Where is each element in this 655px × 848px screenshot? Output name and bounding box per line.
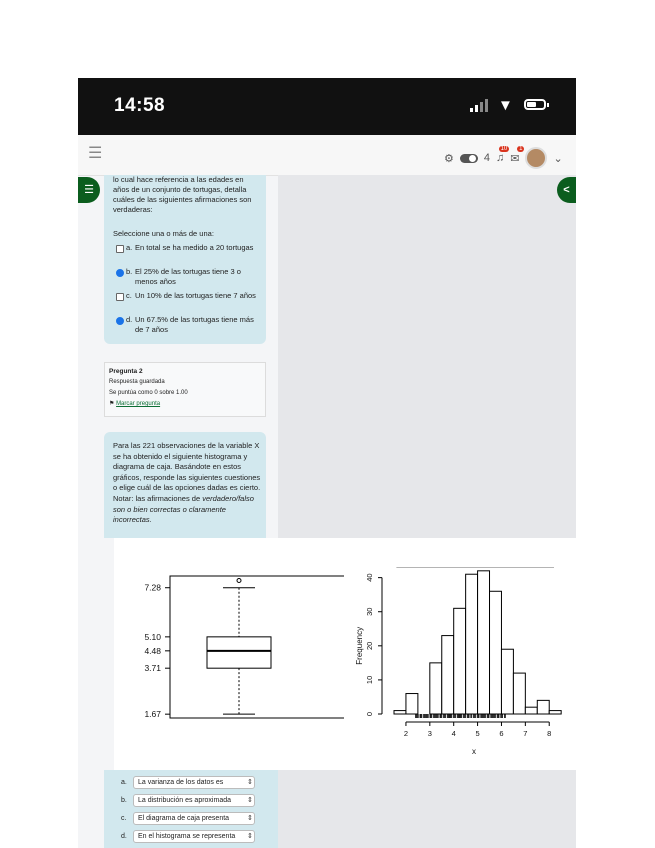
- y-tick-label: 1.67: [144, 709, 161, 720]
- answer-letter: b.: [121, 797, 127, 804]
- answer-select-b[interactable]: [133, 794, 255, 807]
- question2-italic-text: verdadero/falso son o bien correctas o claramente incorrectas.: [113, 493, 254, 525]
- select-arrow-icon: ⇕: [247, 815, 253, 822]
- select-value: La distribución es aproximada: [138, 797, 231, 804]
- figure-panel: [114, 538, 576, 770]
- x-tick-label: 4: [451, 729, 456, 738]
- histogram-bar: [430, 663, 442, 714]
- y-tick-label: 30: [365, 607, 374, 616]
- outlier-point: [237, 579, 241, 583]
- answer-letter: c.: [121, 815, 127, 822]
- list-icon: ☰: [84, 184, 94, 196]
- select-prompt: Seleccione una o más de una:: [113, 229, 214, 238]
- histogram-bar: [466, 574, 478, 714]
- x-tick-label: 8: [547, 729, 552, 738]
- bell-icon[interactable]: ♫ 10: [496, 146, 508, 164]
- answer-select-c[interactable]: [133, 812, 255, 825]
- select-arrow-icon: ⇕: [247, 833, 253, 840]
- boxplot-chart: [114, 538, 344, 770]
- y-tick-label: 3.71: [144, 663, 161, 674]
- accessibility-icon[interactable]: ⚙: [444, 152, 454, 165]
- chevron-down-icon[interactable]: ⌄: [553, 152, 563, 165]
- checkbox[interactable]: [116, 245, 124, 253]
- course-index-button[interactable]: [78, 177, 100, 203]
- option-text: En total se ha medido a 20 tortugas: [135, 243, 254, 252]
- chevron-left-icon: <: [563, 184, 570, 196]
- question-state: Respuesta guardada: [109, 379, 165, 385]
- flag-question-link[interactable]: Marcar pregunta: [116, 401, 161, 407]
- question2-text: Para las 221 observaciones de la variable X se ha obtenido el siguiente histograma y diagrama de caja. Basándote en estos gráficos, responde las siguientes cuestiones o elige cuál de las opciones dadas es cierto. Notar: las afirmaciones de: [113, 441, 261, 503]
- checkbox-checked[interactable]: [116, 269, 124, 277]
- status-bar: [78, 78, 576, 135]
- y-tick-label: 40: [365, 573, 374, 582]
- answer-row-a: [104, 776, 278, 790]
- histogram-bar: [501, 649, 513, 714]
- status-time: 14:58: [114, 95, 166, 116]
- histogram-bar: [490, 591, 502, 714]
- select-arrow-icon: ⇕: [247, 797, 253, 804]
- checkbox-checked[interactable]: [116, 317, 124, 325]
- counter-value: 4: [483, 152, 490, 164]
- question2-info-box: [104, 362, 266, 417]
- histogram-bar: [549, 711, 561, 714]
- option-letter: a.: [126, 243, 133, 252]
- y-tick-label: 7.28: [144, 582, 161, 593]
- y-tick-label: 10: [365, 675, 374, 685]
- question-side-panel: [278, 175, 576, 538]
- menu-icon[interactable]: ☰: [88, 145, 103, 162]
- question-number: Pregunta 2: [109, 368, 143, 375]
- option-letter: c.: [126, 291, 132, 300]
- wifi-icon: ▼: [498, 97, 513, 114]
- histogram-bar: [394, 711, 406, 714]
- message-badge: 1: [519, 145, 523, 152]
- x-tick-label: 7: [523, 729, 528, 738]
- notification-badge: 10: [500, 146, 508, 152]
- answer-select-a[interactable]: [133, 776, 255, 789]
- iqr-box: [207, 637, 271, 668]
- option-letter: b.: [126, 267, 133, 276]
- histogram-bar: [525, 707, 537, 714]
- drawer-toggle-button[interactable]: [557, 177, 576, 203]
- histogram-bar: [537, 700, 549, 714]
- x-tick-label: 2: [403, 729, 409, 738]
- histogram-bar: [454, 608, 466, 714]
- option-text: El 25% de las tortugas tiene 3 o menos años: [135, 267, 241, 286]
- select-arrow-icon: ⇕: [247, 779, 253, 786]
- answer-letter: d.: [121, 833, 127, 840]
- flag-icon: ⚑: [109, 401, 115, 407]
- battery-icon: [524, 99, 546, 110]
- option-text: Un 67.5% de las tortugas tiene más de 7 años: [135, 315, 254, 334]
- answers-side-panel: [278, 770, 576, 848]
- x-tick-label: 6: [499, 729, 504, 738]
- answer-row-b: [104, 794, 278, 808]
- avatar[interactable]: [525, 147, 547, 169]
- question-score: Se puntúa como 0 sobre 1.00: [109, 390, 188, 396]
- y-tick-label: 4.48: [144, 645, 161, 656]
- checkbox[interactable]: [116, 293, 124, 301]
- y-tick-label: 20: [365, 641, 374, 650]
- y-tick-label: 0: [365, 711, 374, 717]
- select-value: El diagrama de caja presenta: [138, 815, 230, 822]
- x-tick-label: 5: [475, 729, 480, 738]
- edit-mode-toggle[interactable]: [460, 154, 478, 163]
- answer-row-c: [104, 812, 278, 826]
- select-value: La varianza de los datos es: [138, 779, 224, 786]
- y-axis-label: Frequency: [355, 626, 364, 665]
- message-icon[interactable]: ✉ 1: [510, 145, 523, 165]
- top-navbar: [78, 135, 576, 176]
- toolbar: [444, 147, 563, 169]
- option-text: Un 10% de las tortugas tiene 7 años: [135, 291, 256, 300]
- histogram-bar: [442, 636, 454, 714]
- answer-select-d[interactable]: [133, 830, 255, 843]
- question1-card: [104, 175, 266, 344]
- question1-text: lo cual hace referencia a las edades en años de un conjunto de tortugas, detalla cuáles de las siguientes afirmaciones son verdaderas:: [113, 175, 252, 214]
- answer-row-d: [104, 830, 278, 844]
- option-letter: d.: [126, 315, 133, 324]
- x-axis-label: x: [472, 747, 476, 756]
- signal-icon: [470, 98, 488, 112]
- y-tick-label: 5.10: [144, 631, 161, 642]
- question2-card: [104, 432, 266, 538]
- answer-letter: a.: [121, 779, 127, 786]
- histogram-bar: [513, 673, 525, 714]
- histogram-chart: [344, 538, 576, 770]
- histogram-bar: [478, 571, 490, 714]
- select-value: En el histograma se representa: [138, 833, 236, 840]
- x-tick-label: 3: [427, 729, 432, 738]
- histogram-bar: [406, 694, 418, 714]
- phone-screen: [78, 78, 576, 848]
